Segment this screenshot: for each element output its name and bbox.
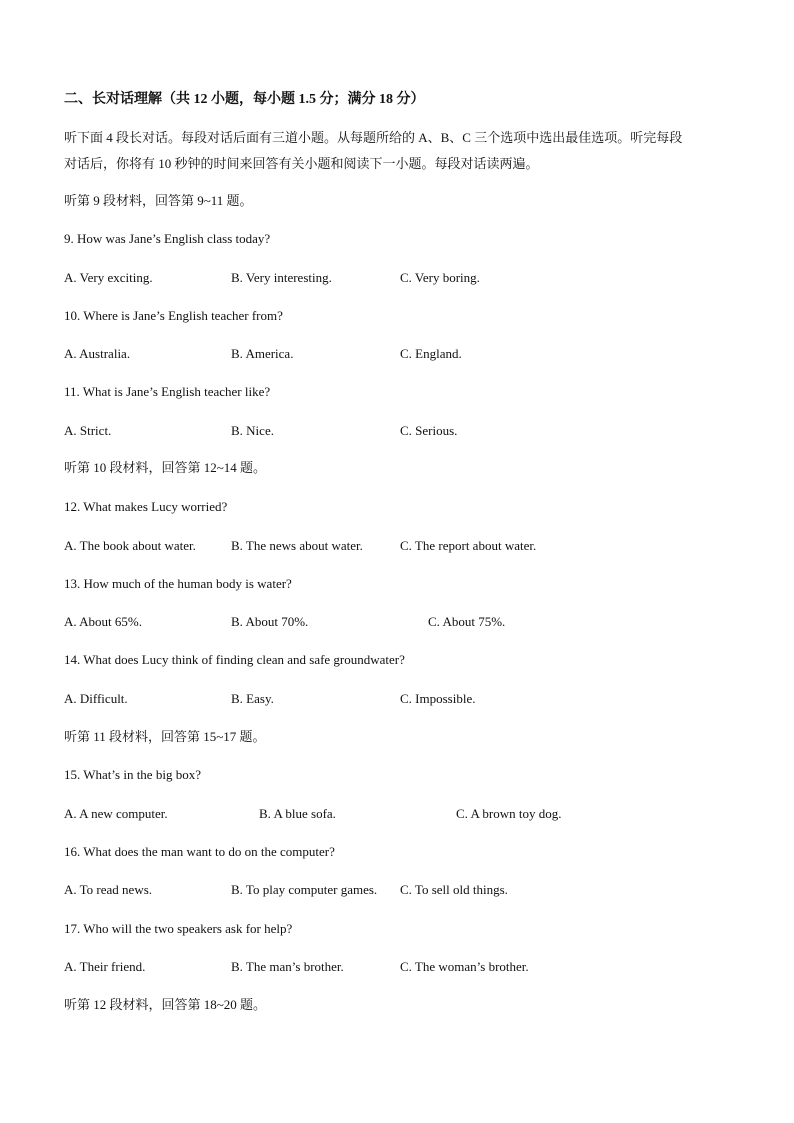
option-c: C. Serious.: [400, 423, 458, 438]
option-b: B. Very interesting.: [231, 270, 332, 285]
group-intro: 听第 9 段材料，回答第 9~11 题。: [64, 193, 253, 208]
option-b: B. The news about water.: [231, 538, 363, 553]
question-stem: 9. How was Jane’s English class today?: [64, 231, 271, 246]
question-stem: 15. What’s in the big box?: [64, 767, 201, 782]
option-c: C. A brown toy dog.: [456, 806, 562, 821]
option-a: A. To read news.: [64, 882, 153, 897]
option-b: B. Nice.: [231, 423, 274, 438]
option-a: A. A new computer.: [64, 806, 168, 821]
option-a: A. Their friend.: [64, 959, 146, 974]
option-c: C. The report about water.: [400, 538, 537, 553]
option-a: A. About 65%.: [64, 614, 142, 629]
option-c: C. England.: [400, 346, 462, 361]
option-b: B. The man’s brother.: [231, 959, 344, 974]
option-b: B. America.: [231, 346, 294, 361]
option-b: B. About 70%.: [231, 614, 309, 629]
option-a: A. Difficult.: [64, 691, 128, 706]
option-a: A. Strict.: [64, 423, 112, 438]
question-stem: 13. How much of the human body is water?: [64, 576, 292, 591]
section-heading: 二、长对话理解（共 12 小题，每小题 1.5 分；满分 18 分）: [64, 92, 425, 107]
group-intro: 听第 11 段材料，回答第 15~17 题。: [64, 729, 266, 744]
instructions-line-2: 对话后，你将有 10 秒钟的时间来回答有关小题和阅读下一小题。每段对话读两遍。: [64, 156, 539, 171]
option-b: B. Easy.: [231, 691, 274, 706]
option-b: B. A blue sofa.: [259, 806, 336, 821]
question-stem: 12. What makes Lucy worried?: [64, 499, 228, 514]
question-stem: 14. What does Lucy think of finding clean and safe groundwater?: [64, 652, 405, 667]
instructions-line-1: 听下面 4 段长对话。每段对话后面有三道小题。从每题所给的 A、B、C 三个选项中选出最佳选项。听完每段: [64, 130, 683, 145]
option-a: A. Australia.: [64, 346, 131, 361]
group-intro: 听第 10 段材料，回答第 12~14 题。: [64, 460, 267, 475]
group-intro: 听第 12 段材料，回答第 18~20 题。: [64, 997, 267, 1012]
option-c: C. Very boring.: [400, 270, 480, 285]
option-c: C. The woman’s brother.: [400, 959, 529, 974]
option-c: C. To sell old things.: [400, 882, 508, 897]
section-instructions: [64, 125, 734, 177]
option-b: B. To play computer games.: [231, 882, 378, 897]
question-stem: 17. Who will the two speakers ask for help?: [64, 921, 293, 936]
option-a: A. The book about water.: [64, 538, 196, 553]
option-a: A. Very exciting.: [64, 270, 153, 285]
question-stem: 11. What is Jane’s English teacher like?: [64, 384, 271, 399]
option-c: C. Impossible.: [400, 691, 476, 706]
option-c: C. About 75%.: [428, 614, 506, 629]
question-stem: 16. What does the man want to do on the computer?: [64, 844, 335, 859]
question-stem: 10. Where is Jane’s English teacher from?: [64, 308, 283, 323]
